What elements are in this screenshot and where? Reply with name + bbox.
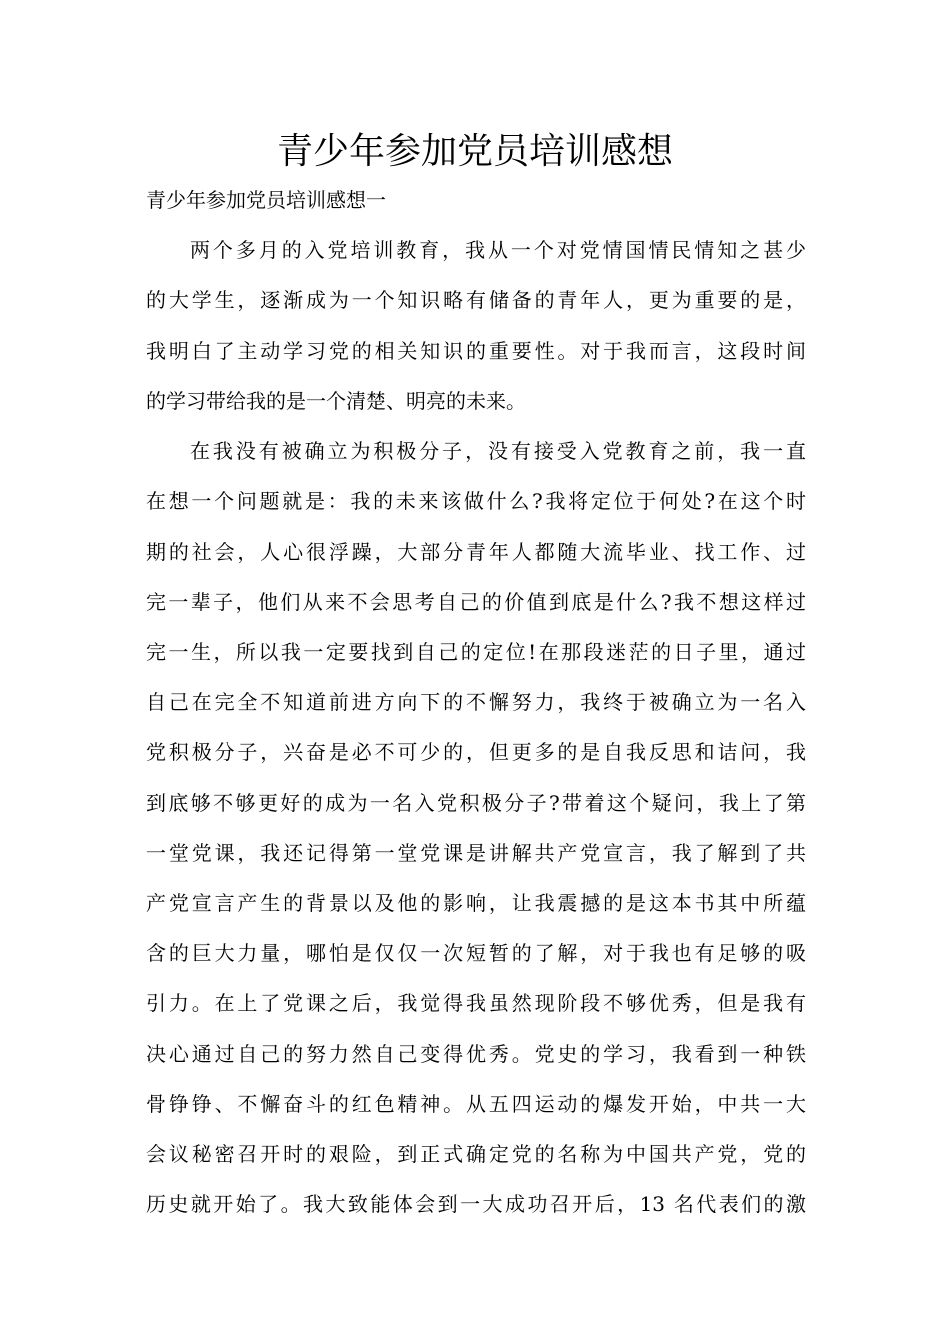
- paragraph-1-line-1: 两个多月的入党培训教育，我从一个对党情国情民情知之甚少: [190, 238, 806, 262]
- paragraph-2-line-2: 在想一个问题就是：我的未来该做什么?我将定位于何处?在这个时: [146, 489, 806, 513]
- paragraph-2-line-9: 一堂党课，我还记得第一堂党课是讲解共产党宣言，我了解到了共: [146, 841, 806, 865]
- paragraph-2-line-8: 到底够不够更好的成为一名入党积极分子?带着这个疑问，我上了第: [146, 791, 806, 815]
- paragraph-2-line-3: 期的社会，人心很浮躁，大部分青年人都随大流毕业、找工作、过: [146, 540, 806, 564]
- paragraph-1-line-3: 我明白了主动学习党的相关知识的重要性。对于我而言，这段时间: [146, 339, 806, 363]
- paragraph-2-line-1: 在我没有被确立为积极分子，没有接受入党教育之前，我一直: [190, 439, 806, 463]
- paragraph-2-line-14: 骨铮铮、不懈奋斗的红色精神。从五四运动的爆发开始，中共一大: [146, 1092, 806, 1116]
- paragraph-2-line-6: 自己在完全不知道前进方向下的不懈努力，我终于被确立为一名入: [146, 690, 806, 714]
- paragraph-2-line-11: 含的巨大力量，哪怕是仅仅一次短暂的了解，对于我也有足够的吸: [146, 941, 806, 965]
- paragraph-1-line-4: 的学习带给我的是一个清楚、明亮的未来。: [146, 389, 526, 413]
- paragraph-2-line-10: 产党宣言产生的背景以及他的影响，让我震撼的是这本书其中所蕴: [146, 891, 806, 915]
- document-subtitle: 青少年参加党员培训感想一: [146, 188, 386, 212]
- paragraph-2-line-13: 决心通过自己的努力然自己变得优秀。党史的学习，我看到一种铁: [146, 1042, 806, 1066]
- paragraph-2-line-4: 完一辈子，他们从来不会思考自己的价值到底是什么?我不想这样过: [146, 590, 806, 614]
- paragraph-2-line-5: 完一生，所以我一定要找到自己的定位!在那段迷茫的日子里，通过: [146, 640, 806, 664]
- paragraph-2-line-7: 党积极分子，兴奋是必不可少的，但更多的是自我反思和诘问，我: [146, 740, 806, 764]
- paragraph-2-line-15: 会议秘密召开时的艰险，到正式确定党的名称为中国共产党，党的: [146, 1142, 806, 1166]
- document-title: 青少年参加党员培训感想: [276, 131, 673, 172]
- paragraph-2-line-16: 历史就开始了。我大致能体会到一大成功召开后，13 名代表们的激: [146, 1192, 806, 1216]
- paragraph-1-line-2: 的大学生，逐渐成为一个知识略有储备的青年人，更为重要的是，: [146, 288, 806, 312]
- paragraph-2-line-12: 引力。在上了党课之后，我觉得我虽然现阶段不够优秀，但是我有: [146, 991, 806, 1015]
